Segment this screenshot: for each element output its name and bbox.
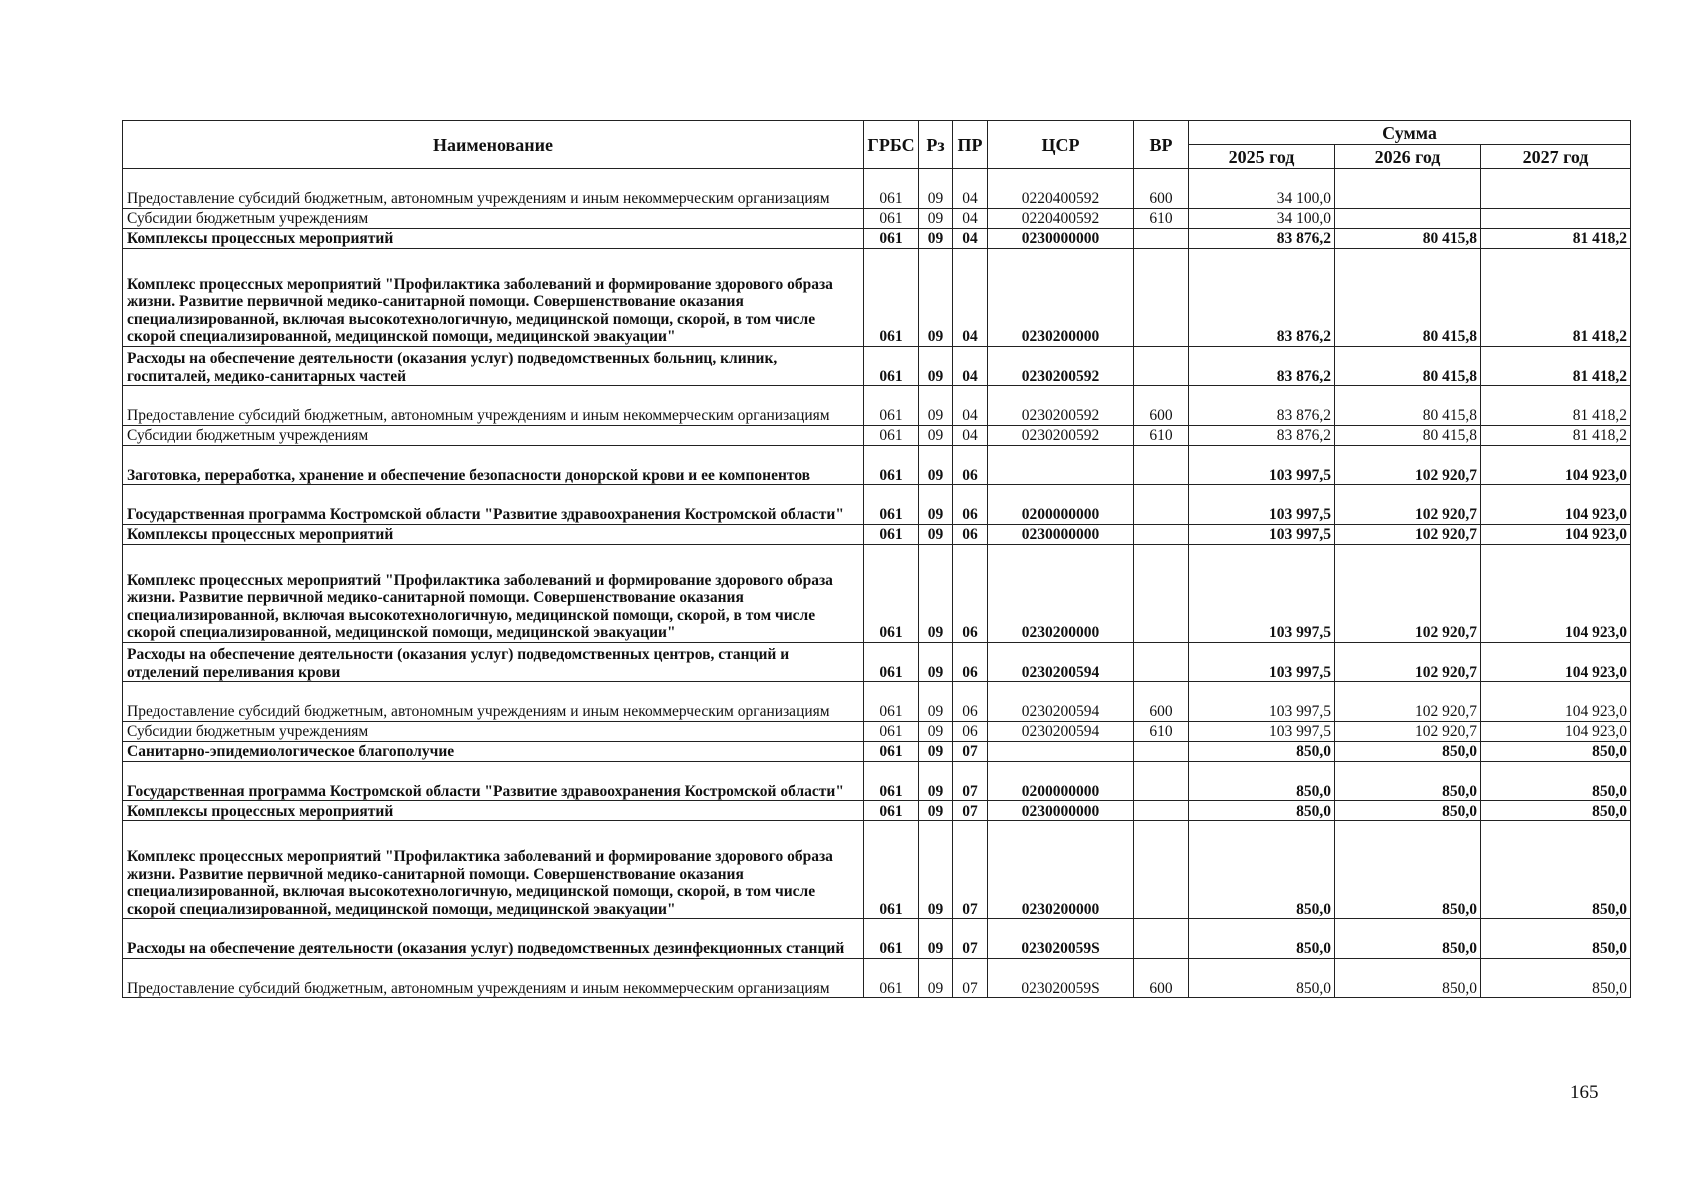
table-row (123, 761, 1631, 801)
row-amount-2027: 850,0 (1481, 801, 1631, 821)
row-grbs: 061 (864, 425, 919, 445)
row-rz: 09 (919, 346, 953, 386)
row-pr: 07 (953, 801, 988, 821)
row-amount-2027 (1481, 169, 1631, 209)
row-amount-2026: 850,0 (1335, 958, 1481, 998)
row-grbs: 061 (864, 821, 919, 919)
row-amount-2026 (1335, 208, 1481, 228)
row-pr: 07 (953, 761, 988, 801)
header-grbs: ГРБС (864, 121, 919, 169)
row-vr (1134, 544, 1189, 642)
row-pr: 07 (953, 919, 988, 959)
table-row (123, 346, 1631, 386)
row-amount-2025: 103 997,5 (1189, 544, 1335, 642)
row-rz: 09 (919, 958, 953, 998)
row-amount-2025: 850,0 (1189, 958, 1335, 998)
row-csr: 0220400592 (988, 208, 1134, 228)
table-row (123, 958, 1631, 998)
row-amount-2027: 81 418,2 (1481, 386, 1631, 426)
row-name: Расходы на обеспечение деятельности (оказания услуг) подведомственных центров, станций и отделений переливания крови (123, 642, 864, 682)
page-number: 165 (1570, 1082, 1599, 1103)
row-vr (1134, 228, 1189, 248)
row-grbs: 061 (864, 958, 919, 998)
row-grbs: 061 (864, 346, 919, 386)
row-amount-2027: 81 418,2 (1481, 425, 1631, 445)
row-rz: 09 (919, 248, 953, 346)
row-amount-2025: 850,0 (1189, 741, 1335, 761)
row-pr: 04 (953, 208, 988, 228)
row-amount-2027: 104 923,0 (1481, 642, 1631, 682)
row-amount-2027: 850,0 (1481, 958, 1631, 998)
row-vr: 610 (1134, 208, 1189, 228)
row-grbs: 061 (864, 801, 919, 821)
row-pr: 04 (953, 425, 988, 445)
row-csr: 0230200594 (988, 721, 1134, 741)
row-name: Расходы на обеспечение деятельности (оказания услуг) подведомственных дезинфекционных станций (123, 919, 864, 959)
row-pr: 04 (953, 169, 988, 209)
row-grbs: 061 (864, 544, 919, 642)
row-amount-2026 (1335, 169, 1481, 209)
row-amount-2027 (1481, 208, 1631, 228)
header-pr: ПР (953, 121, 988, 169)
row-amount-2025: 34 100,0 (1189, 208, 1335, 228)
header-sum: Сумма (1189, 121, 1631, 145)
header-rz: Рз (919, 121, 953, 169)
row-rz: 09 (919, 169, 953, 209)
row-pr: 06 (953, 485, 988, 525)
row-amount-2027: 104 923,0 (1481, 524, 1631, 544)
row-amount-2025: 83 876,2 (1189, 346, 1335, 386)
row-amount-2025: 83 876,2 (1189, 386, 1335, 426)
row-csr: 0230200000 (988, 544, 1134, 642)
row-rz: 09 (919, 761, 953, 801)
table-row (123, 208, 1631, 228)
row-pr: 06 (953, 682, 988, 722)
row-amount-2026: 850,0 (1335, 761, 1481, 801)
row-grbs: 061 (864, 741, 919, 761)
row-vr (1134, 248, 1189, 346)
row-amount-2027: 81 418,2 (1481, 248, 1631, 346)
row-vr (1134, 801, 1189, 821)
row-grbs: 061 (864, 919, 919, 959)
row-pr: 06 (953, 445, 988, 485)
header-2026: 2026 год (1335, 145, 1481, 169)
row-grbs: 061 (864, 228, 919, 248)
row-grbs: 061 (864, 682, 919, 722)
row-pr: 07 (953, 821, 988, 919)
row-amount-2026: 80 415,8 (1335, 228, 1481, 248)
row-csr: 023020059S (988, 958, 1134, 998)
row-name: Предоставление субсидий бюджетным, автономным учреждениям и иным некоммерческим организациям (123, 169, 864, 209)
row-rz: 09 (919, 485, 953, 525)
header-csr: ЦСР (988, 121, 1134, 169)
row-pr: 07 (953, 958, 988, 998)
row-amount-2025: 83 876,2 (1189, 228, 1335, 248)
table-row (123, 919, 1631, 959)
row-csr: 0230200000 (988, 821, 1134, 919)
row-vr: 600 (1134, 386, 1189, 426)
row-csr: 0230000000 (988, 228, 1134, 248)
row-csr: 0230200592 (988, 425, 1134, 445)
row-rz: 09 (919, 425, 953, 445)
row-pr: 06 (953, 544, 988, 642)
row-amount-2027: 850,0 (1481, 741, 1631, 761)
row-vr (1134, 485, 1189, 525)
header-vr: ВР (1134, 121, 1189, 169)
row-amount-2027: 81 418,2 (1481, 228, 1631, 248)
row-pr: 04 (953, 248, 988, 346)
row-amount-2027: 104 923,0 (1481, 445, 1631, 485)
row-pr: 04 (953, 346, 988, 386)
row-pr: 04 (953, 386, 988, 426)
row-amount-2025: 103 997,5 (1189, 642, 1335, 682)
table-header (123, 121, 1631, 169)
row-vr: 600 (1134, 169, 1189, 209)
header-name: Наименование (123, 121, 864, 169)
row-amount-2025: 103 997,5 (1189, 721, 1335, 741)
row-vr (1134, 741, 1189, 761)
row-csr: 023020059S (988, 919, 1134, 959)
row-pr: 06 (953, 721, 988, 741)
row-amount-2026: 102 920,7 (1335, 642, 1481, 682)
row-name: Комплексы процессных мероприятий (123, 524, 864, 544)
row-vr (1134, 346, 1189, 386)
row-vr (1134, 821, 1189, 919)
row-vr (1134, 445, 1189, 485)
row-amount-2027: 850,0 (1481, 821, 1631, 919)
row-vr: 610 (1134, 425, 1189, 445)
row-rz: 09 (919, 228, 953, 248)
row-pr: 04 (953, 228, 988, 248)
row-amount-2026: 850,0 (1335, 801, 1481, 821)
row-vr: 600 (1134, 682, 1189, 722)
row-amount-2026: 102 920,7 (1335, 721, 1481, 741)
table-row (123, 544, 1631, 642)
row-amount-2027: 104 923,0 (1481, 544, 1631, 642)
row-csr: 0200000000 (988, 761, 1134, 801)
row-name: Субсидии бюджетным учреждениям (123, 425, 864, 445)
row-grbs: 061 (864, 169, 919, 209)
row-rz: 09 (919, 721, 953, 741)
row-amount-2027: 850,0 (1481, 761, 1631, 801)
row-grbs: 061 (864, 721, 919, 741)
table-row (123, 741, 1631, 761)
row-csr: 0230200594 (988, 642, 1134, 682)
row-rz: 09 (919, 524, 953, 544)
row-rz: 09 (919, 208, 953, 228)
row-amount-2026: 850,0 (1335, 821, 1481, 919)
table-row (123, 169, 1631, 209)
row-rz: 09 (919, 821, 953, 919)
header-2027: 2027 год (1481, 145, 1631, 169)
row-amount-2027: 104 923,0 (1481, 682, 1631, 722)
table-body (123, 169, 1631, 998)
row-name: Предоставление субсидий бюджетным, автономным учреждениям и иным некоммерческим организациям (123, 386, 864, 426)
row-amount-2026: 80 415,8 (1335, 248, 1481, 346)
row-rz: 09 (919, 642, 953, 682)
row-name: Государственная программа Костромской области "Развитие здравоохранения Костромской области" (123, 761, 864, 801)
row-name: Комплекс процессных мероприятий "Профилактика заболеваний и формирование здорового образа жизни. Развитие первичной медико-санитарной помощи. Совершенствование оказания специализированной, включая высокотехнологичную, медицинской помощи, скорой, в том числе скорой специализированной, медицинской помощи, медицинской эвакуации" (123, 248, 864, 346)
row-grbs: 061 (864, 386, 919, 426)
row-amount-2025: 103 997,5 (1189, 485, 1335, 525)
row-grbs: 061 (864, 485, 919, 525)
row-name: Расходы на обеспечение деятельности (оказания услуг) подведомственных больниц, клиник, госпиталей, медико-санитарных частей (123, 346, 864, 386)
budget-table (122, 120, 1631, 998)
row-name: Комплекс процессных мероприятий "Профилактика заболеваний и формирование здорового образа жизни. Развитие первичной медико-санитарной помощи. Совершенствование оказания специализированной, включая высокотехнологичную, медицинской помощи, скорой, в том числе скорой специализированной, медицинской помощи, медицинской эвакуации" (123, 821, 864, 919)
row-csr: 0220400592 (988, 169, 1134, 209)
row-amount-2026: 850,0 (1335, 919, 1481, 959)
row-amount-2026: 102 920,7 (1335, 485, 1481, 525)
row-amount-2027: 104 923,0 (1481, 721, 1631, 741)
row-vr (1134, 642, 1189, 682)
row-csr: 0230200000 (988, 248, 1134, 346)
row-amount-2026: 80 415,8 (1335, 346, 1481, 386)
row-rz: 09 (919, 682, 953, 722)
row-grbs: 061 (864, 642, 919, 682)
row-rz: 09 (919, 386, 953, 426)
table-row (123, 524, 1631, 544)
row-vr (1134, 524, 1189, 544)
row-name: Санитарно-эпидемиологическое благополучие (123, 741, 864, 761)
row-amount-2026: 850,0 (1335, 741, 1481, 761)
table-row (123, 445, 1631, 485)
row-csr: 0230200594 (988, 682, 1134, 722)
row-name: Предоставление субсидий бюджетным, автономным учреждениям и иным некоммерческим организациям (123, 958, 864, 998)
row-amount-2027: 81 418,2 (1481, 346, 1631, 386)
table-row (123, 642, 1631, 682)
row-csr: 0230200592 (988, 386, 1134, 426)
table-row (123, 721, 1631, 741)
row-rz: 09 (919, 801, 953, 821)
row-rz: 09 (919, 544, 953, 642)
row-name: Комплекс процессных мероприятий "Профилактика заболеваний и формирование здорового образа жизни. Развитие первичной медико-санитарной помощи. Совершенствование оказания специализированной, включая высокотехнологичную, медицинской помощи, скорой, в том числе скорой специализированной, медицинской помощи, медицинской эвакуации" (123, 544, 864, 642)
row-amount-2026: 102 920,7 (1335, 445, 1481, 485)
row-amount-2025: 850,0 (1189, 821, 1335, 919)
table-row (123, 821, 1631, 919)
table-row (123, 248, 1631, 346)
row-amount-2025: 103 997,5 (1189, 682, 1335, 722)
row-name: Заготовка, переработка, хранение и обеспечение безопасности донорской крови и ее компонентов (123, 445, 864, 485)
row-amount-2027: 104 923,0 (1481, 485, 1631, 525)
row-amount-2025: 83 876,2 (1189, 248, 1335, 346)
row-amount-2027: 850,0 (1481, 919, 1631, 959)
table-row (123, 228, 1631, 248)
row-amount-2025: 103 997,5 (1189, 445, 1335, 485)
row-vr (1134, 761, 1189, 801)
row-amount-2026: 80 415,8 (1335, 425, 1481, 445)
table-row (123, 801, 1631, 821)
row-amount-2026: 102 920,7 (1335, 524, 1481, 544)
row-name: Комплексы процессных мероприятий (123, 801, 864, 821)
table-row (123, 485, 1631, 525)
row-grbs: 061 (864, 524, 919, 544)
row-pr: 06 (953, 642, 988, 682)
row-csr: 0230000000 (988, 524, 1134, 544)
row-name: Субсидии бюджетным учреждениям (123, 721, 864, 741)
table-row (123, 425, 1631, 445)
table-row (123, 682, 1631, 722)
row-pr: 07 (953, 741, 988, 761)
row-grbs: 061 (864, 248, 919, 346)
row-csr: 0230000000 (988, 801, 1134, 821)
row-vr: 600 (1134, 958, 1189, 998)
row-grbs: 061 (864, 208, 919, 228)
row-name: Государственная программа Костромской области "Развитие здравоохранения Костромской области" (123, 485, 864, 525)
row-rz: 09 (919, 445, 953, 485)
row-amount-2025: 83 876,2 (1189, 425, 1335, 445)
row-amount-2025: 103 997,5 (1189, 524, 1335, 544)
row-rz: 09 (919, 919, 953, 959)
row-csr: 0200000000 (988, 485, 1134, 525)
row-amount-2026: 80 415,8 (1335, 386, 1481, 426)
row-vr (1134, 919, 1189, 959)
row-csr: 0230200592 (988, 346, 1134, 386)
row-csr (988, 445, 1134, 485)
row-name: Субсидии бюджетным учреждениям (123, 208, 864, 228)
header-2025: 2025 год (1189, 145, 1335, 169)
row-name: Комплексы процессных мероприятий (123, 228, 864, 248)
row-grbs: 061 (864, 445, 919, 485)
row-rz: 09 (919, 741, 953, 761)
row-vr: 610 (1134, 721, 1189, 741)
row-amount-2025: 850,0 (1189, 801, 1335, 821)
row-amount-2025: 850,0 (1189, 761, 1335, 801)
row-amount-2025: 850,0 (1189, 919, 1335, 959)
row-amount-2026: 102 920,7 (1335, 544, 1481, 642)
row-csr (988, 741, 1134, 761)
table-row (123, 386, 1631, 426)
row-amount-2026: 102 920,7 (1335, 682, 1481, 722)
row-amount-2025: 34 100,0 (1189, 169, 1335, 209)
row-name: Предоставление субсидий бюджетным, автономным учреждениям и иным некоммерческим организациям (123, 682, 864, 722)
row-pr: 06 (953, 524, 988, 544)
row-grbs: 061 (864, 761, 919, 801)
